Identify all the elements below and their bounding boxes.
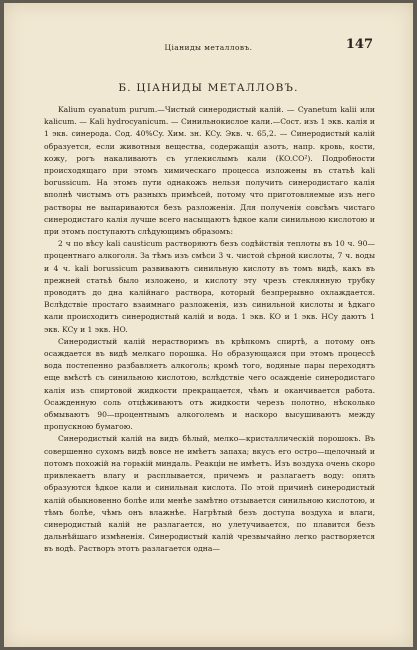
paragraph-properties: Синеродистый калiй на видъ бѣлый, мелко—кристаллическiй порошокъ. Въ совершенно сухомъ видѣ вовсе не имѣетъ запаха; вкусъ его остро—щелочный и потомъ похожiй на горькiй миндаль. Реакцiи не имѣетъ. Изъ воздуха очень скоро привлекаетъ влагу и расплывается, причемъ и разлагаетъ воду: опять образуются ѣдкое кали и синильная кислота. По этой причинѣ синеродистый калiй обыкновенно болѣе или менѣе замѣтно отзывается синильною кислотою, и тѣмъ болѣе, чѣмъ онъ влажнѣе. Нагрѣтый безъ доступа воздуха и влаги, синеродистый калiй не разлагается, но улетучивается, по плавится безъ дальнѣйшаго измѣненiя. Синеродистый калiй чрезвычайно легко растворяется въ водѣ. Растворъ этотъ разлагается одна— (44, 434, 375, 554)
book-page (4, 3, 413, 647)
body-text (44, 104, 375, 556)
section-title: Б. ЦIАНИДЫ МЕТАЛЛОВЪ. (118, 82, 299, 94)
paragraph-preparation: 2 ч по вѣсу kali causticum растворяютъ безъ содѣйствiя теплоты въ 10 ч. 90—процентнаго алкоголя. За тѣмъ изъ смѣси 3 ч. чистой сѣрной кислоты, 7 ч. воды и 4 ч. kali borussicum развиваютъ синильную кислоту въ томъ видѣ, какъ въ прежней статьѣ было изложено, и кислоту эту чрезъ стеклянную трубку проводятъ до дна калiйнаго раствора, который безпрерывно охлаждается. Вслѣдствiе простаго взаимнаго разложенiя, изъ синильной кислоты и ѣдкаго кали происходитъ синеродистый калiй и вода. 1 экв. KO и 1 экв. HCy даютъ 1 экв. KCy и 1 экв. HO. (44, 239, 375, 334)
paragraph-precipitation: Синеродистый калiй нерастворимъ въ крѣпкомъ спиртѣ, а потому онъ осаждается въ видѣ мелкаго порошка. Но образующаяся при этомъ процессѣ вода постепенно разбавляетъ алкоголь; кромѣ того, водяные пары переходятъ еще вмѣстѣ съ синильною кислотою, вслѣдствiе чего осажденiе синеродистаго калiя изъ спиртовой жидкости прекращается, чѣмъ и оканчивается работа. Осажденную соль отцѣживаютъ отъ жидкости черезъ полотно, нѣсколько обмываютъ 90—процентнымъ алкоголемъ и наскоро высушиваютъ между пропускною бумагою. (44, 336, 375, 432)
running-head: Цiaниды металловъ. (164, 43, 253, 52)
paragraph-intro: Kalium cyanatum purum.—Чистый синеродистый калiй. — Cyanetum kalii или kalicum. — Kali hydrocyanicum. — Синильнокислое кали.—Сост. изъ 1 экв. калiя и 1 экв. синерода. Сод. 40%Cy. Хим. зн. KCy. Экв. ч. 65,2. — Синеродистый калiй образуется, если животныя вещества, содержащiя азотъ, напр. кровь, кости, кожу, рогъ накаливаютъ съ углекислымъ кали (KO.CO²). Подробности происходящаго при этомъ химическаго процесса изложены въ статьѣ kali borussicum. На этомъ пути однакожъ нельзя получить синеродистаго калiя вполнѣ чистымъ отъ разныхъ примѣсей, потому что приготовляемые изъ него растворы не выпариваются безъ разложенiя. Для полученiя совсѣмъ чистаго синеродистаго калiя лучше всего насыщаютъ ѣдкое кали синильною кислотою и при этомъ поступаютъ слѣдующимъ образомъ: (44, 105, 375, 237)
page-number: 147 (345, 37, 373, 52)
